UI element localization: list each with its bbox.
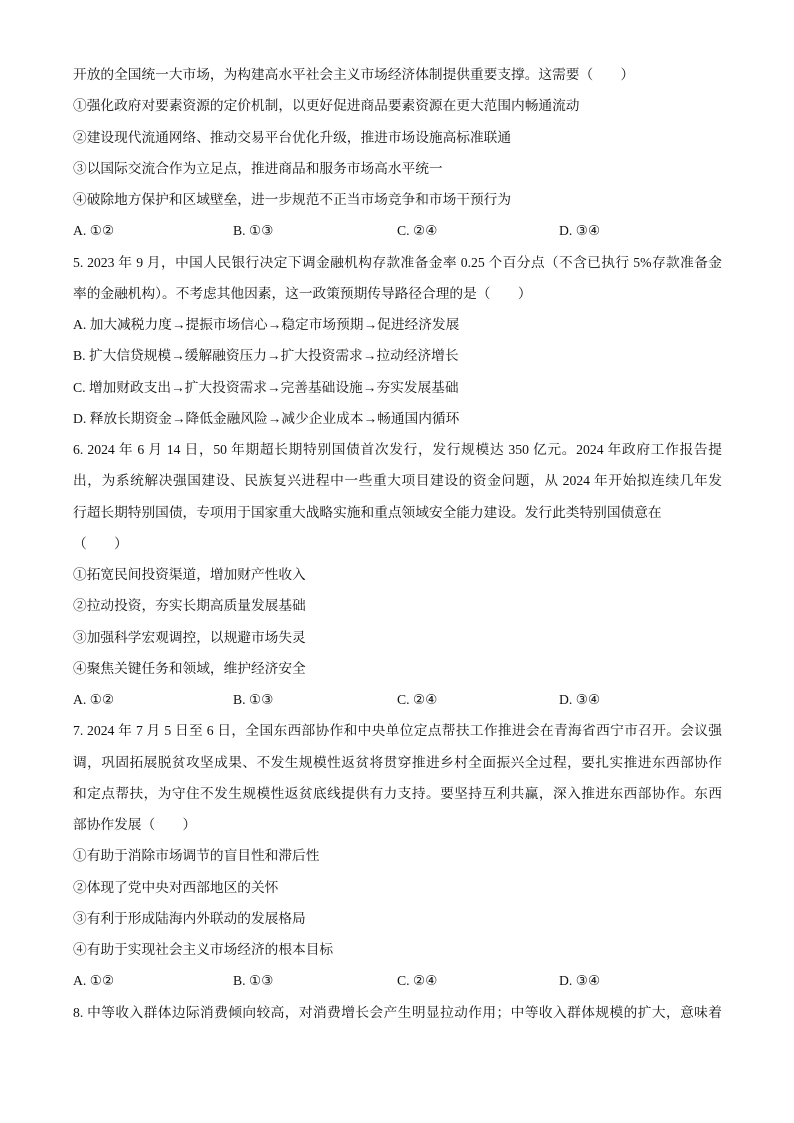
question-stem-line: 和定点帮扶，为守住不发生规模性返贫底线提供有力支持。要坚持互利共赢，深入推进东西部协作。东西 (73, 785, 722, 801)
statement-2: ②体现了党中央对西部地区的关怀 (73, 879, 279, 895)
option-d: D. 释放长期资金→降低金融风险→减少企业成本→畅通国内循环 (73, 410, 460, 426)
option-a: A. ①② (73, 692, 115, 707)
statement-4: ④聚焦关键任务和领域，维护经济安全 (73, 660, 306, 676)
option-d: D. ③④ (559, 223, 601, 239)
option-b: B. ①③ (233, 223, 274, 239)
option-a: A. ①② (73, 223, 115, 239)
answer-options (73, 215, 722, 246)
question-stem-line: 5. 2023 年 9 月，中国人民银行决定下调金融机构存款准备金率 0.25 个百分点（不含已执行 5%存款准备金 (73, 254, 722, 270)
option-c: C. ②④ (397, 223, 438, 239)
option-c: C. ②④ (397, 973, 438, 989)
question-stem-line: 6. 2024 年 6 月 14 日，50 年期超长期特别国债首次发行，发行规模达 350 亿元。2024 年政府工作报告提 (73, 442, 722, 457)
question-7 (73, 715, 722, 996)
question-stem-line: 率的金融机构）。不考虑其他因素，这一政策预期传导路径合理的是（ ） (73, 285, 532, 301)
option-b: B. 扩大信贷规模→缓解融资压力→扩大投资需求→拉动经济增长 (73, 348, 459, 364)
question-4-continuation (73, 59, 722, 247)
statement-1: ①强化政府对要素资源的定价机制，以更好促进商品要素资源在更大范围内畅通流动 (73, 98, 580, 114)
question-stem-line: 出，为系统解决强国建设、民族复兴进程中一些重大项目建设的资金问题，从 2024 年开始拟连续几年发 (73, 473, 722, 489)
answer-options (73, 965, 722, 996)
question-8 (73, 997, 722, 1028)
option-a: A. 加大减税力度→提振市场信心→稳定市场预期→促进经济发展 (73, 317, 460, 332)
page-content (73, 59, 722, 1028)
option-d: D. ③④ (559, 973, 601, 989)
question-stem-line: 部协作发展（ ） (73, 817, 197, 832)
question-6 (73, 434, 722, 715)
statement-1: ①拓宽民间投资渠道，增加财产性收入 (73, 567, 306, 582)
statement-3: ③加强科学宏观调控，以规避市场失灵 (73, 629, 306, 645)
statement-4: ④有助于实现社会主义市场经济的根本目标 (73, 942, 334, 957)
question-stem-line: 7. 2024 年 7 月 5 日至 6 日，全国东西部协作和中央单位定点帮扶工作推进会在青海省西宁市召开。会议强 (73, 723, 722, 739)
question-stem-line: 行超长期特别国债，专项用于国家重大战略实施和重点领域安全能力建设。发行此类特别国债意在 (73, 504, 662, 520)
option-d: D. ③④ (559, 692, 601, 707)
question-5 (73, 247, 722, 435)
option-c: C. 增加财政支出→扩大投资需求→完善基础设施→夯实发展基础 (73, 379, 459, 395)
statement-3: ③有利于形成陆海内外联动的发展格局 (73, 910, 306, 926)
question-stem-line: 开放的全国统一大市场，为构建高水平社会主义市场经济体制提供重要支撑。这需要（ ） (73, 67, 635, 82)
option-c: C. ②④ (397, 692, 438, 707)
statement-1: ①有助于消除市场调节的盲目性和滞后性 (73, 848, 320, 864)
question-stem-line: 8. 中等收入群体边际消费倾向较高，对消费增长会产生明显拉动作用；中等收入群体规模的扩大，意味着 (73, 1004, 722, 1020)
answer-blank: （ ） (73, 535, 128, 551)
option-b: B. ①③ (233, 973, 274, 989)
statement-3: ③以国际交流合作为立足点，推进商品和服务市场高水平统一 (73, 160, 443, 176)
option-a: A. ①② (73, 973, 115, 989)
statement-2: ②拉动投资，夯实长期高质量发展基础 (73, 598, 306, 614)
question-stem-line: 调，巩固拓展脱贫攻坚成果、不发生规模性返贫将贯穿推进乡村全面振兴全过程，要扎实推进东西部协作 (73, 754, 722, 770)
statement-4: ④破除地方保护和区域壁垒，进一步规范不正当市场竞争和市场干预行为 (73, 192, 512, 207)
option-b: B. ①③ (233, 692, 274, 707)
answer-options (73, 684, 722, 715)
statement-2: ②建设现代流通网络、推动交易平台优化升级，推进市场设施高标准联通 (73, 129, 512, 145)
